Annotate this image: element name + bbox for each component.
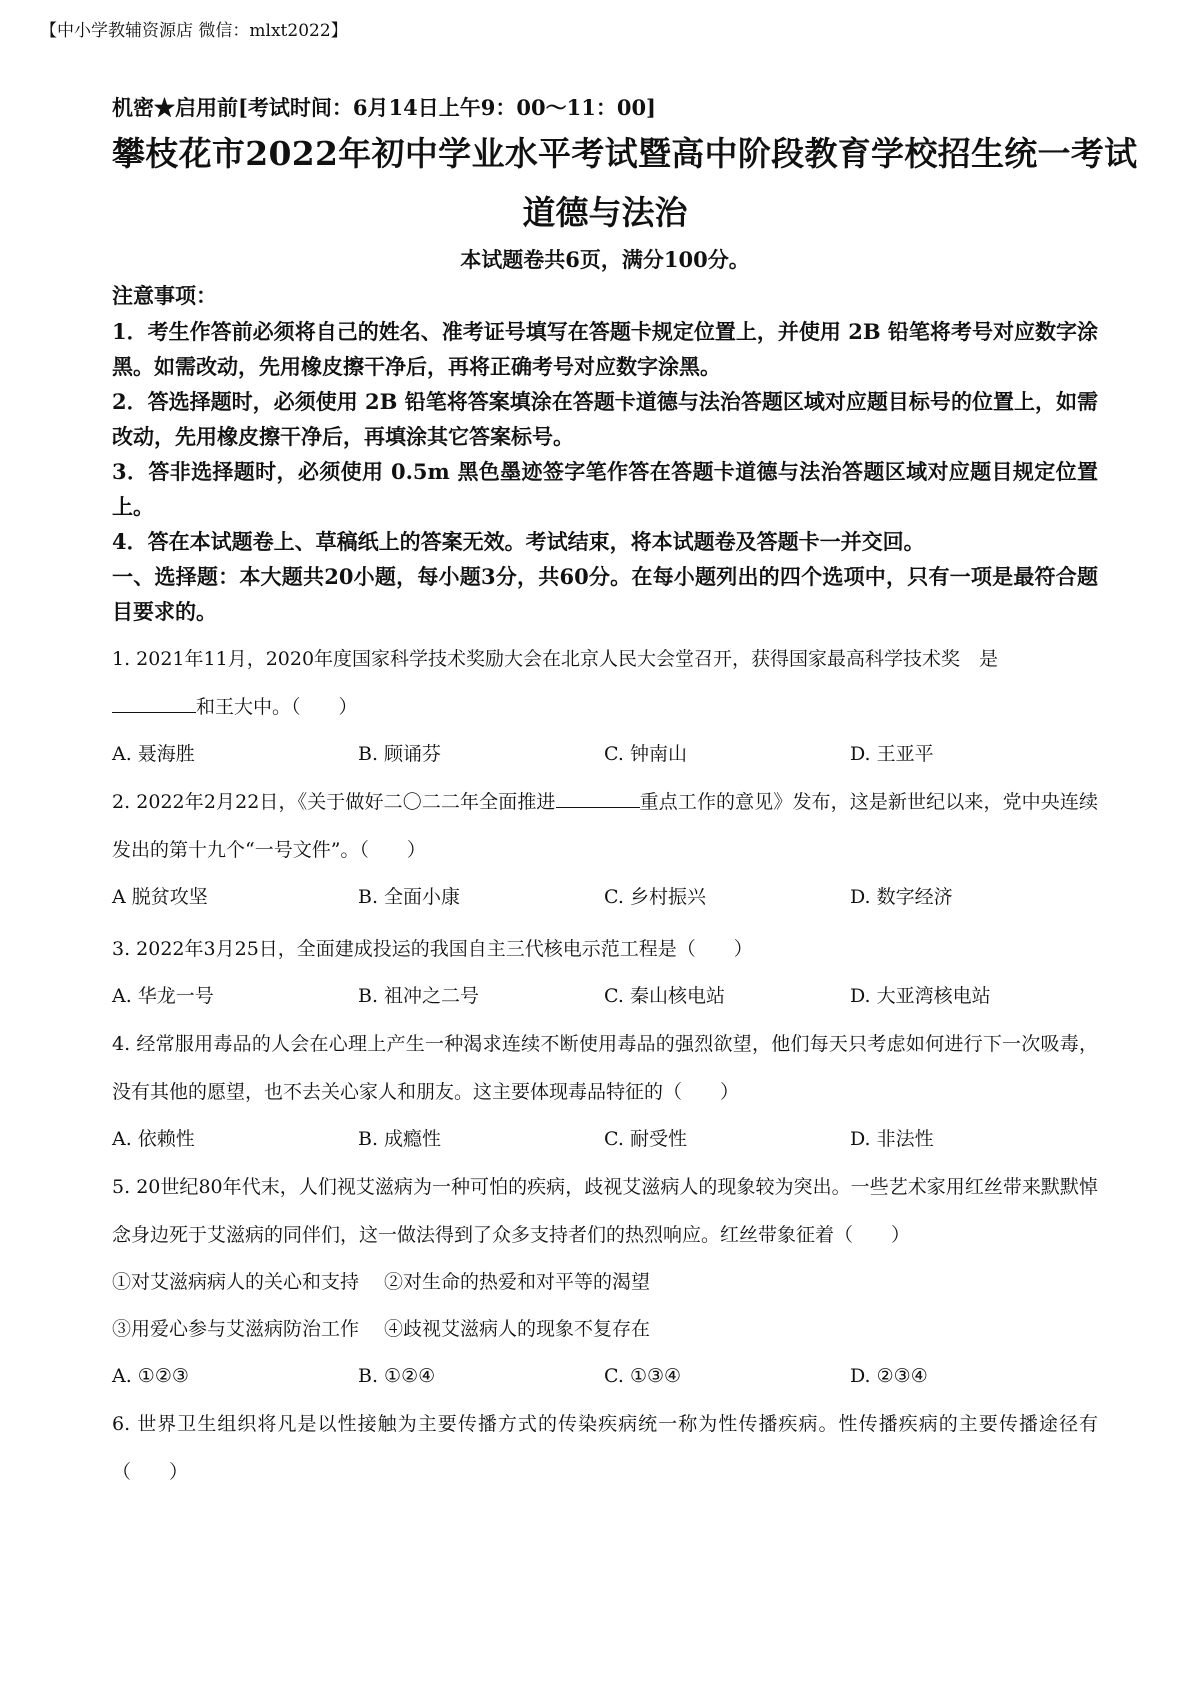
option-d: D. 数字经济 (850, 886, 953, 908)
exam-title: 攀枝花市2022年初中学业水平考试暨高中阶段教育学校招生统一考试 (112, 134, 1138, 173)
question-3 (112, 925, 1098, 1020)
option-row (112, 973, 1098, 1020)
option-row (112, 1116, 1098, 1163)
notice-item-3: 3．答非选择题时，必须使用 0.5m 黑色墨迹签字笔作答在答题卡道德与法治答题区域对应题目规定位置上。 (112, 459, 1098, 519)
option-a: A. 华龙一号 (112, 985, 214, 1007)
option-b: B. 成瘾性 (358, 1128, 442, 1150)
option-c: C. 秦山核电站 (604, 985, 725, 1007)
option-d: D. 大亚湾核电站 (850, 985, 991, 1007)
question-stem: 4. 经常服用毒品的人会在心理上产生一种渴求连续不断使用毒品的强烈欲望，他们每天只考虑如何进行下一次吸毒，没有其他的愿望，也不去关心家人和朋友。这主要体现毒品特征的（ ） (112, 1033, 1098, 1103)
option-c: C. ①③④ (604, 1365, 682, 1387)
option-a: A. 聂海胜 (112, 743, 195, 765)
statement-line-2: ③用爱心参与艾滋病防治工作 ④歧视艾滋病人的现象不复存在 (112, 1318, 651, 1340)
option-b: B. 祖冲之二号 (358, 985, 480, 1007)
option-a: A 脱贫攻坚 (112, 886, 208, 908)
question-2 (112, 778, 1098, 921)
exam-page (112, 92, 1138, 1496)
notice-item-1: 1．考生作答前必须将自己的姓名、准考证号填写在答题卡规定位置上，并使用 2B 铅笔将考号对应数字涂黑。如需改动，先用橡皮擦干净后，再将正确考号对应数字涂黑。 (112, 319, 1098, 379)
option-row (112, 1353, 1098, 1400)
notice-item-4: 4．答在本试题卷上、草稿纸上的答案无效。考试结束，将本试题卷及答题卡一并交回。 (112, 529, 925, 554)
section-heading: 一、选择题：本大题共20小题，每小题3分，共60分。在每小题列出的四个选项中，只有一项是最符合题目要求的。 (112, 564, 1098, 624)
option-row (112, 874, 1098, 921)
option-d: D. 非法性 (850, 1128, 934, 1150)
option-a: A. ①②③ (112, 1365, 189, 1387)
notice-heading: 注意事项： (112, 283, 217, 308)
option-d: D. 王亚平 (850, 743, 934, 765)
question-5 (112, 1163, 1098, 1400)
question-stem-part-b: 重点工作的意见》发布，这是新世纪以来，党中央连续发出的第十九个“一号文件”。（ ） (112, 791, 1098, 861)
option-b: B. 全面小康 (358, 886, 461, 908)
option-b: B. 顾诵芬 (358, 743, 442, 765)
question-stem-part-a: 2. 2022年2月22日，《关于做好二〇二二年全面推进 (112, 791, 556, 813)
question-stem (112, 635, 1098, 731)
question-stem: 5. 20世纪80年代末，人们视艾滋病为一种可怕的疾病，歧视艾滋病人的现象较为突出。一些艺术家用红丝带来默默悼念身边死于艾滋病的同伴们，这一做法得到了众多支持者们的热烈响应。红丝带象征着（ ） (112, 1176, 1098, 1246)
option-a: A. 依赖性 (112, 1128, 195, 1150)
question-stem (112, 778, 1098, 874)
question-stem-part-b: 和王大中。（ ） (196, 696, 358, 718)
confidential-line: 机密★启用前[考试时间：6月14日上午9：00～11：00] (112, 95, 656, 120)
question-4 (112, 1020, 1098, 1163)
option-b: B. ①②④ (358, 1365, 436, 1387)
question-stem: 3. 2022年3月25日，全面建成投运的我国自主三代核电示范工程是（ ） (112, 938, 753, 960)
paper-info: 本试题卷共6页，满分100分。 (460, 247, 750, 272)
option-c: C. 耐受性 (604, 1128, 687, 1150)
question-stem-part-a: 1. 2021年11月，2020年度国家科学技术奖励大会在北京人民大会堂召开，获得国家最高科学技术奖 是 (112, 648, 999, 670)
notice-item-2: 2．答选择题时，必须使用 2B 铅笔将答案填涂在答题卡道德与法治答题区域对应题目标号的位置上，如需改动，先用橡皮擦干净后，再填涂其它答案标号。 (112, 389, 1098, 449)
header-note: 【中小学教辅资源店 微信：mlxt2022】 (40, 21, 348, 41)
statement-line-1: ①对艾滋病病人的关心和支持 ②对生命的热爱和对平等的渴望 (112, 1271, 651, 1293)
option-row (112, 731, 1098, 778)
answer-blank (556, 789, 640, 808)
question-1 (112, 635, 1098, 778)
answer-blank (112, 694, 196, 713)
subject-title: 道德与法治 (522, 193, 688, 232)
option-c: C. 乡村振兴 (604, 886, 706, 908)
option-d: D. ②③④ (850, 1365, 928, 1387)
question-6 (112, 1400, 1098, 1496)
question-stem: 6. 世界卫生组织将凡是以性接触为主要传播方式的传染疾病统一称为性传播疾病。性传播疾病的主要传播途径有（ ） (112, 1413, 1098, 1483)
option-c: C. 钟南山 (604, 743, 687, 765)
